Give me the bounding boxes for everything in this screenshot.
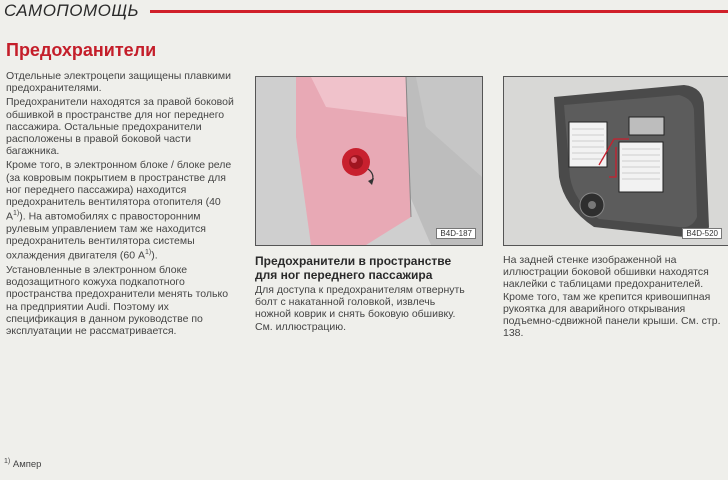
footnote-ref: 1) [144,249,152,257]
figure-footwell [255,76,483,246]
figure-label: B4D-187 [436,228,476,239]
figure-caption-text: Для доступа к предохранителям отвернуть болт с накатанной головкой, извлечь ножной коврик и снять боковую обшивку. См. иллюстрацию. [255,284,465,333]
text-column-left [6,70,236,339]
paragraph-3 [6,159,236,262]
paragraph-3-part-c: ). [151,249,158,262]
paragraph-3-part-b: ). На автомобилях с правосторонним рулевым управлением там же находится предохранитель вентилятора системы охлаждения двигателя (60 А [6,210,206,262]
header-rule [150,10,728,13]
paragraph-1: Отдельные электроцепи защищены плавкими предохранителями. [6,70,231,95]
text-column-right [503,254,723,341]
paragraph-2: Предохранители находятся за правой боковой обшивкой в пространстве для ног переднего пассажира. Остальные предохранители расположены в правой боковой части багажника. [6,96,234,158]
paragraph-3-part-a: Кроме того, в электронном блоке / блоке реле (за ковровым покрытием в пространстве для ног переднего пассажира) находится предохранитель вентилятора отопителя (40 А [6,159,232,223]
footnote-text: Ампер [12,459,42,471]
footnote [4,458,41,470]
footwell-illustration [256,77,482,245]
paragraph-right: На задней стенке изображенной на иллюстрации боковой обшивки находятся наклейки с таблицами предохранителей. Кроме того, там же крепится кривошипная рукоятка для аварийного открывания подъемно-сдвижной панели крыши. См. стр. 138. [503,254,721,340]
footnote-ref: 1) [13,210,20,218]
side-panel-illustration [504,77,728,245]
paragraph-4: Установленные в электронном блоке водозащитного кожуха подкапотного пространства предохранители менять только на предприятии Audi. Поэтому их спецификация в данном руководстве по эксплуатации не рассматривается. [6,264,229,338]
figure-side-panel [503,76,728,246]
figure-caption-title: Предохранители в пространстве для ног переднего пассажира [255,254,452,282]
figure-label: B4D-520 [682,228,722,239]
section-heading: Предохранители [6,40,157,60]
figure-caption-block [255,254,473,333]
header-title: САМОПОМОЩЬ [4,1,140,20]
footnote-mark: 1) [4,458,11,465]
